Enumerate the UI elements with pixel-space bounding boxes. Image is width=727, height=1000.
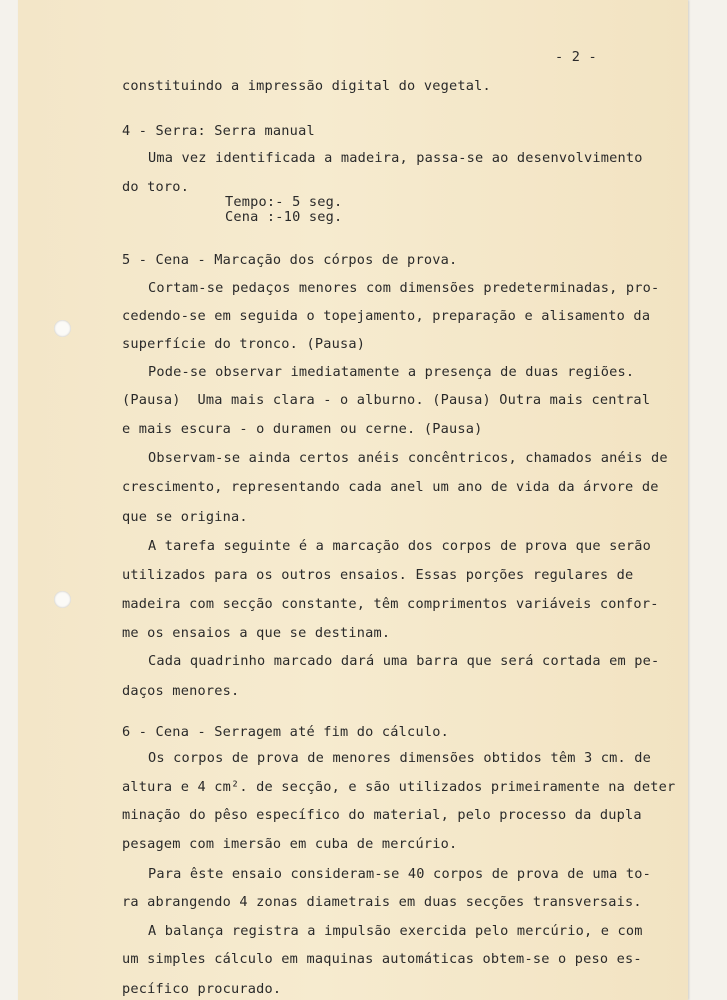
text-line: e mais escura - o duramen ou cerne. (Pausa) xyxy=(122,421,483,437)
punch-hole-lower xyxy=(54,591,71,608)
text-line: utilizados para os outros ensaios. Essas porções regulares de xyxy=(122,567,634,583)
text-line: constituindo a impressão digital do vegetal. xyxy=(122,78,491,94)
text-line: daços menores. xyxy=(122,683,240,699)
text-line: superfície do tronco. (Pausa) xyxy=(122,336,366,352)
text-line: Pode-se observar imediatamente a presença de duas regiões. xyxy=(148,364,635,380)
section-heading: 6 - Cena - Serragem até fim do cálculo. xyxy=(122,724,449,740)
punch-hole-upper xyxy=(54,320,71,337)
section-heading: 4 - Serra: Serra manual xyxy=(122,123,315,139)
section-heading: 5 - Cena - Marcação dos córpos de prova. xyxy=(122,252,458,268)
text-line: minação do pêso específico do material, pelo processo da dupla xyxy=(122,807,642,823)
page-number: - 2 - xyxy=(555,49,597,65)
text-line: Cortam-se pedaços menores com dimensões predeterminadas, pro- xyxy=(148,280,660,296)
text-line: um simples cálculo em maquinas automáticas obtem-se o peso es- xyxy=(122,951,642,967)
text-line: Observam-se ainda certos anéis concêntricos, chamados anéis de xyxy=(148,450,668,466)
text-line: A balança registra a impulsão exercida pelo mercúrio, e com xyxy=(148,923,643,939)
text-line: Os corpos de prova de menores dimensões obtidos têm 3 cm. de xyxy=(148,750,652,766)
timing-line: Tempo:- 5 seg. xyxy=(225,194,343,210)
text-line: crescimento, representando cada anel um ano de vida da árvore de xyxy=(122,479,659,495)
text-line: madeira com secção constante, têm comprimentos variáveis confor- xyxy=(122,596,659,612)
text-line: A tarefa seguinte é a marcação dos corpos de prova que serão xyxy=(148,538,652,554)
text-line: Para êste ensaio consideram-se 40 corpos de prova de uma to- xyxy=(148,866,652,882)
text-line: Cada quadrinho marcado dará uma barra que será cortada em pe- xyxy=(148,653,660,669)
timing-line: Cena :-10 seg. xyxy=(225,209,343,225)
text-line: me os ensaios a que se destinam. xyxy=(122,625,391,641)
text-line: pesagem com imersão em cuba de mercúrio. xyxy=(122,836,458,852)
text-line: (Pausa) Uma mais clara - o alburno. (Pausa) Outra mais central xyxy=(122,392,651,408)
text-line: que se origina. xyxy=(122,509,248,525)
text-line: altura e 4 cm². de secção, e são utilizados primeiramente na deter xyxy=(122,779,676,795)
text-line: cedendo-se em seguida o topejamento, preparação e alisamento da xyxy=(122,308,651,324)
text-line: ra abrangendo 4 zonas diametrais em duas secções transversais. xyxy=(122,894,642,910)
text-line: do toro. xyxy=(122,179,190,195)
text-line: Uma vez identificada a madeira, passa-se ao desenvolvimento xyxy=(148,150,643,166)
text-line: pecífico procurado. xyxy=(122,981,282,997)
